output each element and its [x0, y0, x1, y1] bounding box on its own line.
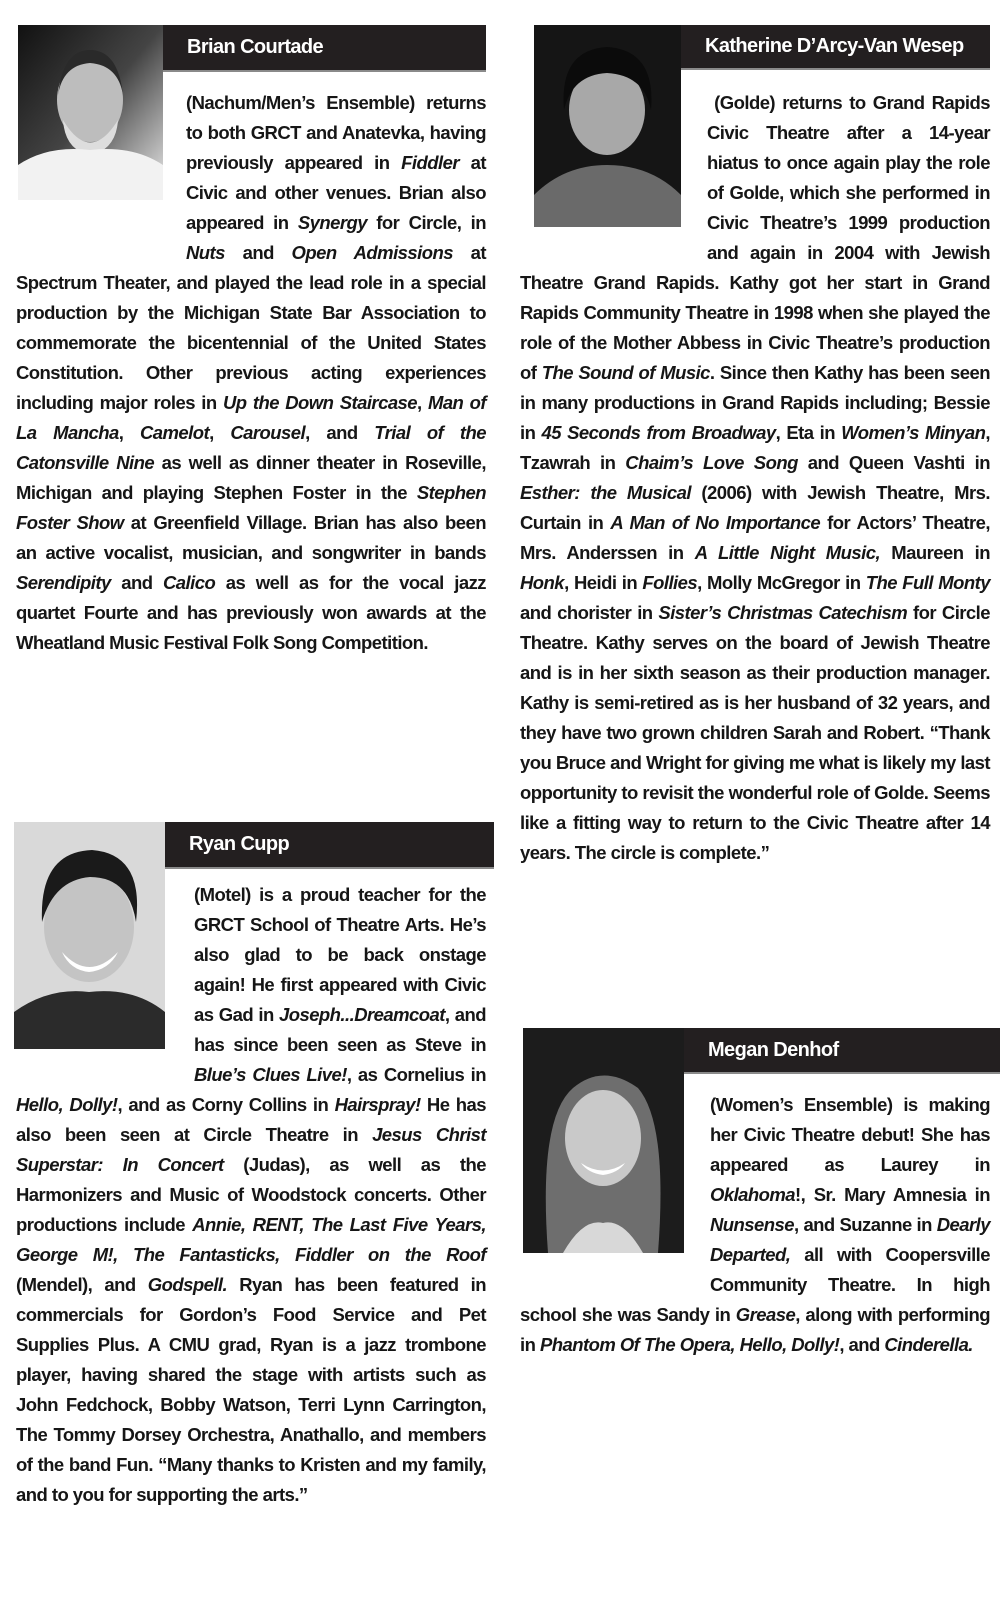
bio-text-segment: (Nachum/Men’s Ensemble) returns to both GRCT and Anatevka, having previously appeared in: [186, 92, 486, 173]
bio-text-segment: , Tzawrah in: [520, 422, 991, 473]
bio-text-segment: Maureen in: [880, 542, 990, 563]
bio-text-segment: , Heidi in: [564, 572, 643, 593]
bio-text-segment: and chorister in: [520, 602, 659, 623]
production-title: Synergy: [297, 212, 367, 233]
bio-text-segment: and Queen Vashti in: [797, 452, 990, 473]
production-title: Calico: [163, 572, 216, 593]
bio-text-segment: (Golde) returns to Grand Rapids Civic Theatre after a 14-year hiatus to once again play the role of Golde, which she performed in Civic Theatre’s 1999 production and again in 2004 with Jewish Theatre Grand Rapids. Kathy got her start in Grand Rapids Community Theatre in 1998 when she played the role of the Mother Abbess in Civic Theatre’s production of: [520, 92, 990, 383]
bio-text-segment: as well as for the vocal jazz quartet Fourte and has previously won awards at the Wheatland Music Festival Folk Song Competition.: [16, 572, 486, 653]
bio-text-segment: (Mendel), and: [16, 1274, 148, 1295]
name-header: Megan Denhof: [684, 1028, 1000, 1074]
bio-text-segment: , Molly McGregor in: [697, 572, 866, 593]
production-title: Trial of the Catonsville Nine: [16, 422, 486, 473]
production-title: Open Admissions: [291, 242, 453, 263]
production-title: Jesus Christ Superstar: In Concert: [16, 1124, 486, 1175]
production-title: Camelot: [139, 422, 210, 443]
bio-text-segment: , as Cornelius in: [346, 1064, 487, 1085]
production-title: Esther: the Musical: [520, 482, 691, 503]
production-title: The Full Monty: [865, 572, 990, 593]
bio-text-segment: and: [110, 572, 163, 593]
bio-text-segment: ,: [209, 422, 231, 443]
bio-text: [16, 880, 486, 1510]
bio-text-segment: for Actors’ Theatre, Mrs. Anderssen in: [520, 512, 990, 563]
bio-text-segment: , Eta in: [775, 422, 842, 443]
bio-text-segment: , along with performing in: [520, 1304, 990, 1355]
bio-text-segment: (Motel) is a proud teacher for the GRCT School of Theatre Arts. He’s also glad to be back onstage again! He first appeared with Civic as Gad in: [194, 884, 486, 1025]
bio-text-segment: for Circle Theatre. Kathy serves on the board of Jewish Theatre and is in her sixth season as their production manager. Kathy is semi-retired as is her husband of 32 years, and they have two grown children Sarah and Robert. “Thank you Bruce and Wright for giving me what is likely my last opportunity to revisit the wonderful role of Golde. Seems like a fitting way to return to the Civic Theatre after 14 years. The circle is complete.”: [520, 602, 990, 863]
production-title: Carousel: [230, 422, 306, 443]
bio-text-segment: all with Coopersville Community Theatre. In high school she was Sandy in: [520, 1244, 990, 1325]
production-title: Up the Down Staircase: [222, 392, 418, 413]
production-title: Nuts: [186, 242, 225, 263]
bio-text-segment: (2006) with Jewish Theatre, Mrs. Curtain in: [520, 482, 990, 533]
production-title: Cinderella.: [884, 1334, 973, 1355]
production-title: Chaim’s Love Song: [625, 452, 798, 473]
production-title: Blue’s Clues Live!: [194, 1064, 347, 1085]
production-title: Oklahoma: [710, 1184, 796, 1205]
production-title: Hairspray!: [334, 1094, 421, 1115]
production-title: Follies: [642, 572, 698, 593]
bio-text-segment: , and as Corny Collins in: [117, 1094, 335, 1115]
bio-text-segment: ,: [417, 392, 428, 413]
bio-text: [520, 1090, 990, 1360]
production-title: Honk: [520, 572, 565, 593]
production-title: Godspell.: [147, 1274, 228, 1295]
production-title: 45 Seconds from Broadway: [541, 422, 776, 443]
production-title: Man of La Mancha: [16, 392, 486, 443]
bio-text-segment: , and has since been seen as Steve in: [194, 1004, 486, 1055]
bio-text-segment: He has also been seen at Circle Theatre in: [16, 1094, 486, 1145]
name-header: Katherine D’Arcy-Van Wesep: [681, 25, 990, 70]
production-title: Fiddler: [401, 152, 459, 173]
production-title: Women’s Minyan: [841, 422, 986, 443]
bio-text: [520, 88, 990, 868]
bio-text-segment: . Since then Kathy has been seen in many productions in Grand Rapids including; Bessie in: [520, 362, 991, 443]
bio-text-segment: ,: [118, 422, 140, 443]
bio-text-segment: , and: [839, 1334, 885, 1355]
bio-text-segment: as well as dinner theater in Roseville, Michigan and playing Stephen Foster in the: [16, 452, 486, 503]
bio-text-segment: at Greenfield Village. Brian has also been an active vocalist, musician, and songwriter in bands: [16, 512, 486, 563]
production-title: Serendipity: [16, 572, 111, 593]
bio-text-segment: and: [224, 242, 292, 263]
production-title: Grease: [735, 1304, 796, 1325]
bio-text-segment: , and: [305, 422, 375, 443]
production-title: Annie, RENT, The Last Five Years, George M!, The Fantasticks, Fiddler on the Roof: [16, 1214, 487, 1265]
bio-text-segment: at Civic and other venues. Brian also appeared in: [186, 152, 486, 233]
production-title: A Little Night Music,: [694, 542, 881, 563]
name-header: Brian Courtade: [163, 25, 486, 72]
bio-text-segment: Ryan has been featured in commercials for Gordon’s Food Service and Pet Supplies Plus. A CMU grad, Ryan is a jazz trombone player, having shared the stage with artists such as John Fedchock, Bobby Watson, Terri Lynn Carrington, The Tommy Dorsey Orchestra, Anathallo, and members of the band Fun. “Many thanks to Kristen and my family, and to you for supporting the arts.”: [16, 1274, 486, 1505]
bio-text-segment: at Spectrum Theater, and played the lead role in a special production by the Michigan State Bar Association to commemorate the bicentennial of the United States Constitution. Other previous acting experiences including major roles in: [16, 242, 486, 413]
production-title: Hello, Dolly!: [16, 1094, 118, 1115]
bio-text-segment: for Circle, in: [367, 212, 486, 233]
production-title: A Man of No Importance: [610, 512, 821, 533]
production-title: Sister’s Christmas Catechism: [658, 602, 908, 623]
bio-text-segment: , and Suzanne in: [794, 1214, 937, 1235]
production-title: Stephen Foster Show: [16, 482, 486, 533]
bio-text-segment: (Women’s Ensemble) is making her Civic Theatre debut! She has appeared as Laurey in: [710, 1094, 990, 1175]
production-title: The Sound of Music: [541, 362, 710, 383]
production-title: Nunsense: [710, 1214, 795, 1235]
name-header: Ryan Cupp: [165, 822, 494, 869]
production-title: Phantom Of The Opera, Hello, Dolly!: [539, 1334, 840, 1355]
bio-text-segment: (Judas), as well as the Harmonizers and Music of Woodstock concerts. Other productions include: [16, 1154, 486, 1235]
bio-text-segment: !, Sr. Mary Amnesia in: [795, 1184, 990, 1205]
production-title: Dearly Departed,: [710, 1214, 990, 1265]
production-title: Joseph...Dreamcoat: [278, 1004, 445, 1025]
bio-text: [16, 88, 486, 658]
